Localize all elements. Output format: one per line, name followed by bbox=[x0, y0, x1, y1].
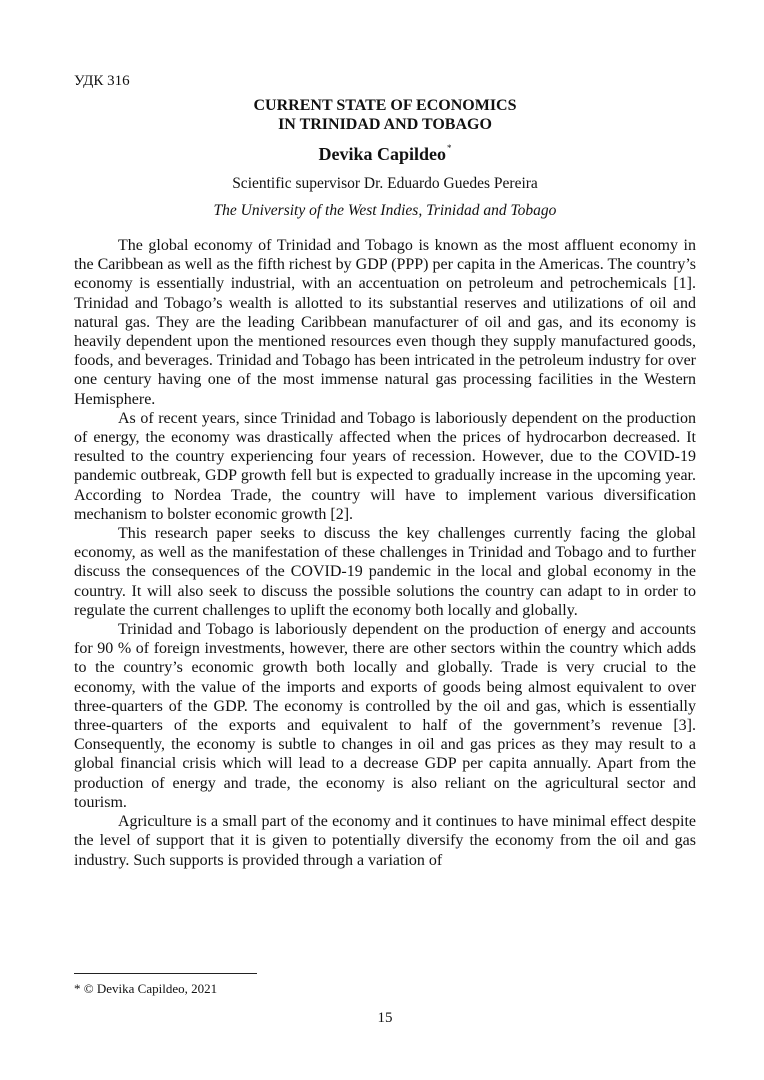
footnote-separator bbox=[74, 973, 257, 974]
paragraph: This research paper seeks to discuss the key challenges currently facing the global economy, as well as the manifestation of these challenges in Trinidad and Tobago and to further discuss the consequences of the COVID-19 pandemic in the local and global economy in the country. It will also seek to discuss the possible solutions the country can adapt to in order to regulate the current challenges to uplift the economy both locally and globally. bbox=[74, 525, 696, 619]
page-number: 15 bbox=[377, 1010, 393, 1026]
title-line-1: CURRENT STATE OF ECONOMICS bbox=[253, 97, 517, 114]
udk-code: УДК 316 bbox=[74, 73, 130, 89]
paragraph: Trinidad and Tobago is laboriously dependent on the production of energy and accounts for 90 % of foreign investments, however, there are other sectors within the country which adds to the country’s economic growth both locally and globally. Trade is very crucial to the economy, with the value of the imports and exports of goods being almost equivalent to over three-quarters of the GDP. The economy is controlled by the oil and gas, which is essentially three-quarters of the exports and equivalent to half of the government’s revenue [3]. Consequently, the economy is subtle to changes in oil and gas prices as they may result to a global financial crisis which will lead to a decrease GDP per capita annually. Apart from the production of energy and trade, the economy is also reliant on the agricultural sector and tourism. bbox=[74, 621, 696, 811]
article-body bbox=[74, 236, 696, 870]
scientific-supervisor: Scientific supervisor Dr. Eduardo Guedes Pereira bbox=[232, 175, 538, 192]
paragraph: Agriculture is a small part of the economy and it continues to have minimal effect despite the level of support that it is given to potentially diversify the economy from the oil and gas industry. Such supports is provided through a variation of bbox=[74, 813, 696, 869]
author-footnote-mark: * bbox=[447, 143, 452, 153]
author-name-block bbox=[74, 143, 696, 165]
paragraph: As of recent years, since Trinidad and Tobago is laboriously dependent on the production of energy, the economy was drastically affected when the prices of hydrocarbon decreased. It resulted to the country experiencing four years of recession. However, due to the COVID-19 pandemic outbreak, GDP growth fell but is expected to gradually increase in the upcoming year. According to Nordea Trade, the country will have to implement various diversification mechanism to bolster economic growth [2]. bbox=[74, 409, 696, 523]
footnote: * © Devika Capildeo, 2021 bbox=[74, 981, 218, 996]
paragraph: The global economy of Trinidad and Tobago is known as the most affluent economy in the Caribbean as well as the fifth richest by GDP (PPP) per capita in the Americas. The country’s economy is essentially industrial, with an accentuation on petroleum and petrochemicals [1]. Trinidad and Tobago’s wealth is allotted to its substantial reserves and utilizations of oil and natural gas. They are the leading Caribbean manufacturer of oil and gas, and its economy is heavily dependent upon the mentioned resources even though they supply manufactured goods, foods, and beverages. Trinidad and Tobago has been intricated in the petroleum industry for over one century having one of the most immense natural gas processing facilities in the Western Hemisphere. bbox=[74, 237, 696, 408]
title-line-2: IN TRINIDAD AND TOBAGO bbox=[278, 116, 492, 133]
affiliation: The University of the West Indies, Trinidad and Tobago bbox=[213, 202, 557, 219]
article-title bbox=[74, 96, 696, 134]
author-name: Devika Capildeo bbox=[318, 144, 446, 164]
